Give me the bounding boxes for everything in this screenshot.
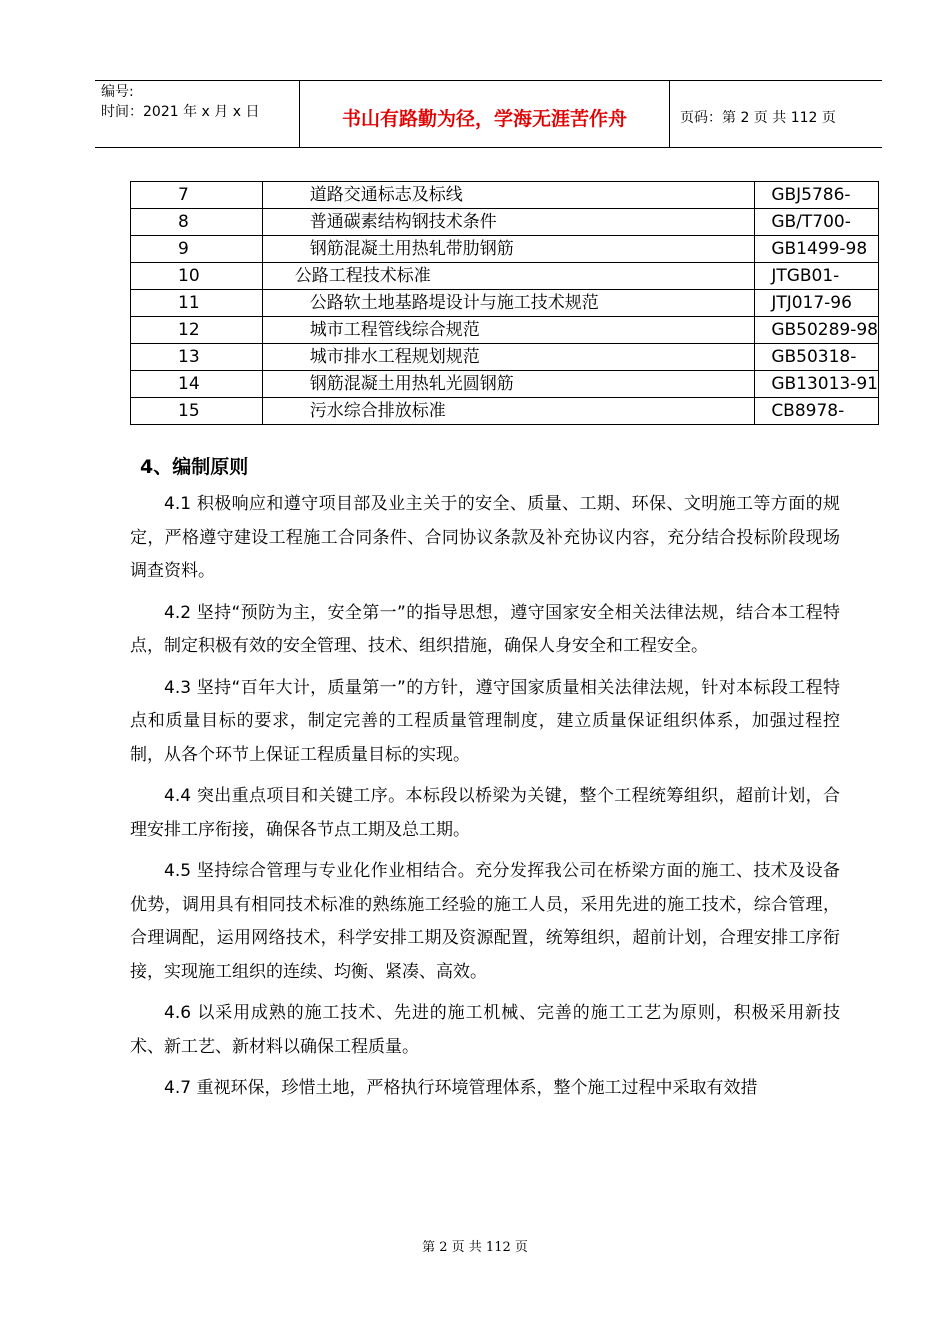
standard-name: 城市排水工程规划规范 (262, 344, 755, 371)
row-number: 11 (131, 290, 263, 317)
row-number: 13 (131, 344, 263, 371)
page-footer: 第 2 页 共 112 页 (422, 1240, 528, 1255)
standard-code: JTJ017-96 (755, 290, 879, 317)
body-paragraph: 4.5 坚持综合管理与专业化作业相结合。充分发挥我公司在桥梁方面的施工、技术及设备优势，调用具有相同技术标准的熟练施工经验的施工人员，采用先进的施工技术，综合管理，合理调配，运用网络技术，科学安排工期及资源配置，统筹组织，超前计划，合理安排工序衔接，实现施工组织的连续、均衡、紧凑、高效。 (130, 861, 840, 982)
standard-name: 城市工程管线综合规范 (262, 317, 755, 344)
standard-code: GB13013-91 (755, 371, 879, 398)
row-number: 7 (131, 182, 263, 209)
header-page-label: 页码：第 2 页 共 112 页 (680, 110, 836, 126)
body-paragraph: 4.1 积极响应和遵守项目部及业主关于的安全、质量、工期、环保、文明施工等方面的规定，严格遵守建设工程施工合同条件、合同协议条款及补充协议内容，充分结合投标阶段现场调查资料。 (130, 494, 840, 581)
standard-name: 钢筋混凝土用热轧带肋钢筋 (262, 236, 755, 263)
table-row (131, 371, 879, 398)
standard-name: 公路工程技术标准 (262, 263, 755, 290)
body-paragraph: 4.2 坚持“预防为主，安全第一”的指导思想，遵守国家安全相关法律法规，结合本工程特点，制定积极有效的安全管理、技术、组织措施，确保人身安全和工程安全。 (130, 602, 840, 656)
standard-name: 道路交通标志及标线 (262, 182, 755, 209)
header-meta (95, 81, 300, 147)
section-body (130, 488, 840, 1114)
standard-name: 普通碳素结构钢技术条件 (262, 209, 755, 236)
standard-code: GB/T700- (755, 209, 879, 236)
standard-name: 公路软土地基路堤设计与施工技术规范 (262, 290, 755, 317)
time-label: 时间：2021 年 x 月 x 日 (101, 104, 260, 120)
table-row (131, 344, 879, 371)
standard-code: JTGB01- (755, 263, 879, 290)
table-row (131, 182, 879, 209)
table-row (131, 398, 879, 425)
table-row (131, 263, 879, 290)
row-number: 8 (131, 209, 263, 236)
body-paragraph: 4.4 突出重点项目和关键工序。本标段以桥梁为关键，整个工程统筹组织，超前计划，合理安排工序衔接，确保各节点工期及总工期。 (130, 786, 840, 840)
body-paragraph: 4.6 以采用成熟的施工技术、先进的施工机械、完善的施工工艺为原则，积极采用新技术、新工艺、新材料以确保工程质量。 (130, 1003, 840, 1057)
page-header (95, 80, 882, 148)
table-row (131, 236, 879, 263)
section-title: 4、编制原则 (140, 456, 249, 478)
row-number: 14 (131, 371, 263, 398)
body-paragraph: 4.3 坚持“百年大计，质量第一”的方针，遵守国家质量相关法律法规，针对本标段工程特点和质量目标的要求，制定完善的工程质量管理制度，建立质量保证组织体系，加强过程控制，从各个环节上保证工程质量目标的实现。 (130, 677, 840, 765)
standards-table (130, 181, 879, 425)
row-number: 9 (131, 236, 263, 263)
body-paragraph: 4.7 重视环保，珍惜土地，严格执行环境管理体系，整个施工过程中采取有效措 (164, 1078, 758, 1098)
standard-name: 污水综合排放标准 (262, 398, 755, 425)
row-number: 10 (131, 263, 263, 290)
standard-code: GB1499-98 (755, 236, 879, 263)
header-motto: 书山有路勤为径，学海无涯苦作舟 (300, 81, 670, 147)
table-row (131, 209, 879, 236)
standard-code: GBJ5786- (755, 182, 879, 209)
standard-name: 钢筋混凝土用热轧光圆钢筋 (262, 371, 755, 398)
doc-number-label: 编号: (101, 84, 134, 100)
standard-code: CB8978- (755, 398, 879, 425)
table-row (131, 317, 879, 344)
standard-code: GB50318- (755, 344, 879, 371)
row-number: 15 (131, 398, 263, 425)
row-number: 12 (131, 317, 263, 344)
table-row (131, 290, 879, 317)
standard-code: GB50289-98 (755, 317, 879, 344)
